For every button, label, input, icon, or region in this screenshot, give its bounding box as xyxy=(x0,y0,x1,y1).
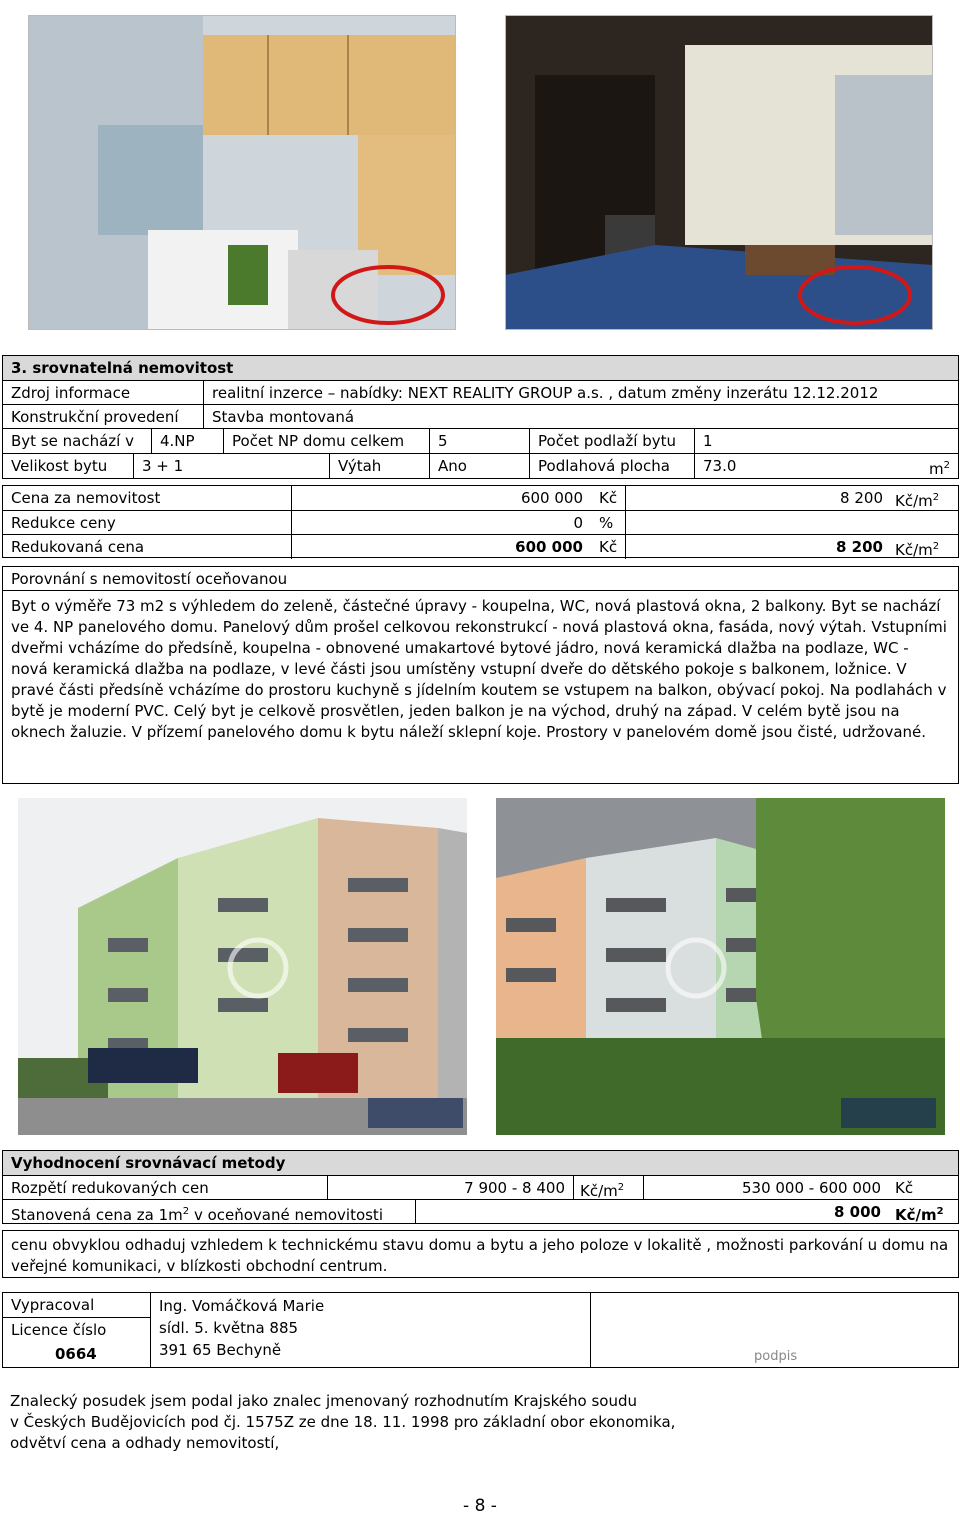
kitchen-photo xyxy=(28,15,456,330)
reduced-unit: Kč xyxy=(599,538,618,556)
reduced-label: Redukovaná cena xyxy=(11,538,145,556)
note-box xyxy=(2,1230,959,1278)
range-label: Rozpětí redukovaných cen xyxy=(11,1179,209,1197)
elevator-label: Výtah xyxy=(329,454,429,478)
section-title: 3. srovnatelná nemovitost xyxy=(11,359,234,377)
set-price-value: 8 000 xyxy=(415,1200,889,1224)
price-m2-unit: $Kč/m^2$ xyxy=(895,492,940,510)
price-value: 600 000 xyxy=(291,486,591,510)
expert-statement-line-2: v Českých Budějovicích pod čj. 1575Z ze dne 18. 11. 1998 pro základní obor ekonomika, xyxy=(10,1413,676,1431)
source-label: Zdroj informace xyxy=(11,384,131,402)
expert-statement-line-3: odvětví cena a odhady nemovitostí, xyxy=(10,1434,280,1452)
set-price-label: Stanovená cena za $1m^2$ v oceňované nemovitosti xyxy=(11,1206,383,1224)
expert-statement-line-1: Znalecký posudek jsem podal jako znalec jmenovaný rozhodnutím Krajského soudu xyxy=(10,1392,638,1410)
licence-label: Licence číslo xyxy=(11,1321,107,1339)
evaluation-title: Vyhodnocení srovnávací metody xyxy=(11,1154,286,1172)
size-label: Velikost bytu xyxy=(11,457,108,475)
comparison-text: Byt o výměře 73 m2 s výhledem do zeleně, částečné úpravy - koupelna, WC, nová plastová okna, 2 balkony. Byt se nachází ve 4. NP panelového domu. Panelový dům prošel celkovou rekonstrukcí - nová plastová okna, fasáda, nový výtah. Vstupními dveřmi vcházíme do předsíně, koupelna - obnovené umakartové bytové jádro, nová keramická dlažba na podlaze, WC - nová keramická dlažba na podlaze, v levé části jsou umístěny vstupní dveře do dětského pokoje s balkonem, ložnice. V pravé části předsíně vcházíme do prostoru kuchyně s jídelním koutem se vstupem na balkon, obývací pokoj. Na podlahách v bytě je moderní PVC. Celý byt je celkově prosvětlen, jeden balkon je na východ, druhý na západ. V celém bytě jsou na oknech žaluzie. V přízemí panelového domu k bytu náleží sklepní koje. Prostory v panelovém domě jsou čisté, udržované. xyxy=(11,597,947,741)
floor-label: Byt se nachází v xyxy=(11,432,134,450)
elevator-value: Ano xyxy=(429,454,529,478)
author-address-1: sídl. 5. května 885 xyxy=(159,1319,299,1337)
reduced-m2-unit: $Kč/m^2$ xyxy=(895,541,940,559)
price-unit: Kč xyxy=(599,489,618,507)
price-label: Cena za nemovitost xyxy=(11,489,161,507)
reduction-value: 0 xyxy=(291,511,591,534)
building-photo-1 xyxy=(18,798,467,1135)
size-value: 3 + 1 xyxy=(133,454,329,478)
signature-label: podpis xyxy=(754,1349,798,1364)
evaluation-table xyxy=(2,1150,959,1224)
signature-field xyxy=(591,1293,958,1367)
author-name: Ing. Vomáčková Marie xyxy=(159,1297,325,1315)
signature-table xyxy=(2,1292,959,1368)
building-photo-2 xyxy=(496,798,945,1135)
range-m2: 7 900 - 8 400 xyxy=(327,1176,573,1199)
construction-label: Konstrukční provedení xyxy=(11,408,179,426)
area-label: Podlahová plocha xyxy=(529,454,694,478)
range-total: 530 000 - 600 000 xyxy=(643,1176,889,1199)
reduced-m2-value: 8 200 xyxy=(625,535,891,559)
storeys-value: 1 xyxy=(694,429,958,453)
comparison-title: Porovnání s nemovitostí oceňovanou xyxy=(11,570,288,588)
storeys-label: Počet podlaží bytu xyxy=(529,429,694,453)
property-details-table xyxy=(2,355,959,479)
floor-value: 4.NP xyxy=(151,429,223,453)
floors-total-label: Počet NP domu celkem xyxy=(223,429,429,453)
reduction-unit: % xyxy=(599,514,614,532)
price-table xyxy=(2,485,959,558)
construction-value: Stavba montovaná xyxy=(203,405,958,428)
reduction-label: Redukce ceny xyxy=(11,514,116,532)
range-total-unit: Kč xyxy=(895,1179,914,1197)
living-room-photo xyxy=(505,15,933,330)
prepared-label: Vypracoval xyxy=(11,1296,95,1314)
set-price-unit: $Kč/m^2$ xyxy=(895,1206,944,1224)
source-value: realitní inzerce – nabídky: NEXT REALITY GROUP a.s. , datum změny inzerátu 12.12.2012 xyxy=(203,381,958,404)
comparison-box xyxy=(2,566,959,784)
evaluation-note: cenu obvyklou odhaduj vzhledem k technickému stavu domu a bytu a jeho poloze v lokalitě , možnosti parkování u domu na veřejné komunikaci, v blízkosti obchodní centrum. xyxy=(11,1236,949,1275)
reduced-value: 600 000 xyxy=(291,535,591,559)
page-number: - 8 - xyxy=(463,1496,497,1516)
expert-statement xyxy=(10,1391,950,1454)
floors-total-value: 5 xyxy=(429,429,529,453)
licence-number: 0664 xyxy=(55,1345,97,1363)
author-address-2: 391 65 Bechyně xyxy=(159,1341,282,1359)
area-unit: $m^2$ xyxy=(929,460,950,478)
area-value: 73.0 xyxy=(694,454,874,478)
price-m2-value: 8 200 xyxy=(625,486,891,510)
range-m2-unit: $Kč/m^2$ xyxy=(573,1176,643,1199)
